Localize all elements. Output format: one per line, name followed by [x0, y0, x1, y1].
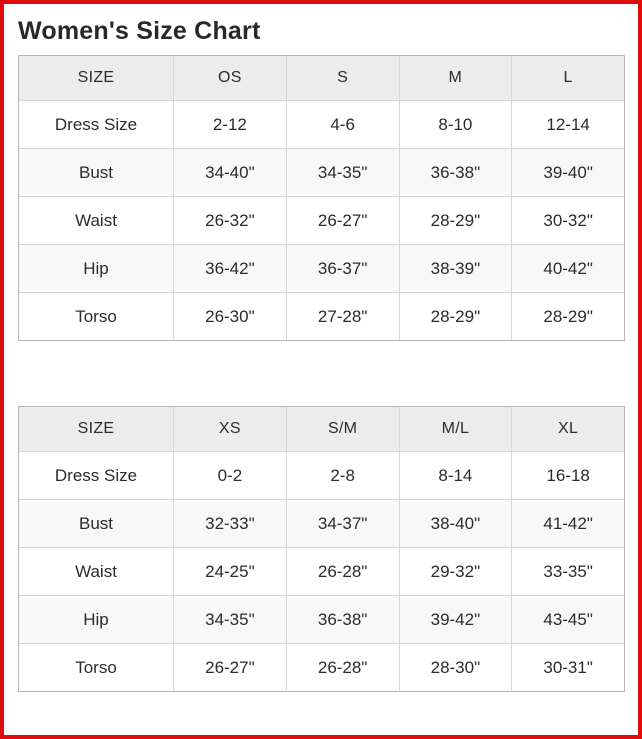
table-cell: 34-35"	[173, 595, 286, 643]
table-cell: 30-31"	[511, 643, 624, 691]
table-cell: 34-37"	[286, 499, 399, 547]
table-row-dress-size	[19, 100, 624, 148]
row-label: Dress Size	[19, 451, 173, 499]
table-cell: 36-38"	[286, 595, 399, 643]
table-cell: 36-42"	[173, 244, 286, 292]
row-label: Dress Size	[19, 100, 173, 148]
table-row-hip	[19, 595, 624, 643]
table-cell: 32-33"	[173, 499, 286, 547]
table-cell: 38-40"	[399, 499, 512, 547]
row-label: Hip	[19, 595, 173, 643]
header-cell-m: M	[399, 56, 512, 100]
header-cell-s: S	[286, 56, 399, 100]
table-row-waist	[19, 196, 624, 244]
row-label: Bust	[19, 499, 173, 547]
table-cell: 28-30"	[399, 643, 512, 691]
row-label: Hip	[19, 244, 173, 292]
standard-size-table	[18, 406, 625, 692]
table-cell: 12-14	[511, 100, 624, 148]
table-row-torso	[19, 292, 624, 340]
table-cell: 43-45"	[511, 595, 624, 643]
one-size-table	[18, 55, 625, 341]
header-cell-os: OS	[173, 56, 286, 100]
table-cell: 8-14	[399, 451, 512, 499]
table-header-row	[19, 56, 624, 100]
table-cell: 26-30"	[173, 292, 286, 340]
table-row-waist	[19, 547, 624, 595]
header-cell-xs: XS	[173, 407, 286, 451]
table-cell: 36-38"	[399, 148, 512, 196]
table-cell: 34-35"	[286, 148, 399, 196]
table-cell: 27-28"	[286, 292, 399, 340]
table-cell: 8-10	[399, 100, 512, 148]
table-cell: 26-32"	[173, 196, 286, 244]
header-cell-xl: XL	[511, 407, 624, 451]
table-cell: 26-27"	[173, 643, 286, 691]
table-row-bust	[19, 148, 624, 196]
header-cell-size: SIZE	[19, 407, 173, 451]
table-cell: 28-29"	[399, 292, 512, 340]
table-cell: 40-42"	[511, 244, 624, 292]
table-cell: 0-2	[173, 451, 286, 499]
header-cell-ml: M/L	[399, 407, 512, 451]
row-label: Bust	[19, 148, 173, 196]
table-cell: 38-39"	[399, 244, 512, 292]
header-cell-size: SIZE	[19, 56, 173, 100]
row-label: Waist	[19, 196, 173, 244]
table-cell: 33-35"	[511, 547, 624, 595]
table-cell: 26-28"	[286, 547, 399, 595]
table-cell: 16-18	[511, 451, 624, 499]
table-cell: 26-28"	[286, 643, 399, 691]
table-row-hip	[19, 244, 624, 292]
header-cell-sm: S/M	[286, 407, 399, 451]
table-cell: 41-42"	[511, 499, 624, 547]
row-label: Torso	[19, 292, 173, 340]
table-cell: 24-25"	[173, 547, 286, 595]
header-cell-l: L	[511, 56, 624, 100]
table-row-torso	[19, 643, 624, 691]
row-label: Torso	[19, 643, 173, 691]
table-cell: 2-12	[173, 100, 286, 148]
table-row-dress-size	[19, 451, 624, 499]
table-cell: 26-27"	[286, 196, 399, 244]
table-cell: 36-37"	[286, 244, 399, 292]
table-cell: 39-40"	[511, 148, 624, 196]
table-cell: 29-32"	[399, 547, 512, 595]
row-label: Waist	[19, 547, 173, 595]
page-title: Women's Size Chart	[18, 17, 261, 45]
table-cell: 4-6	[286, 100, 399, 148]
table-cell: 39-42"	[399, 595, 512, 643]
table-cell: 28-29"	[511, 292, 624, 340]
table-cell: 2-8	[286, 451, 399, 499]
table-header-row	[19, 407, 624, 451]
table-cell: 30-32"	[511, 196, 624, 244]
table-cell: 28-29"	[399, 196, 512, 244]
table-row-bust	[19, 499, 624, 547]
table-cell: 34-40"	[173, 148, 286, 196]
size-chart-page	[4, 4, 638, 692]
